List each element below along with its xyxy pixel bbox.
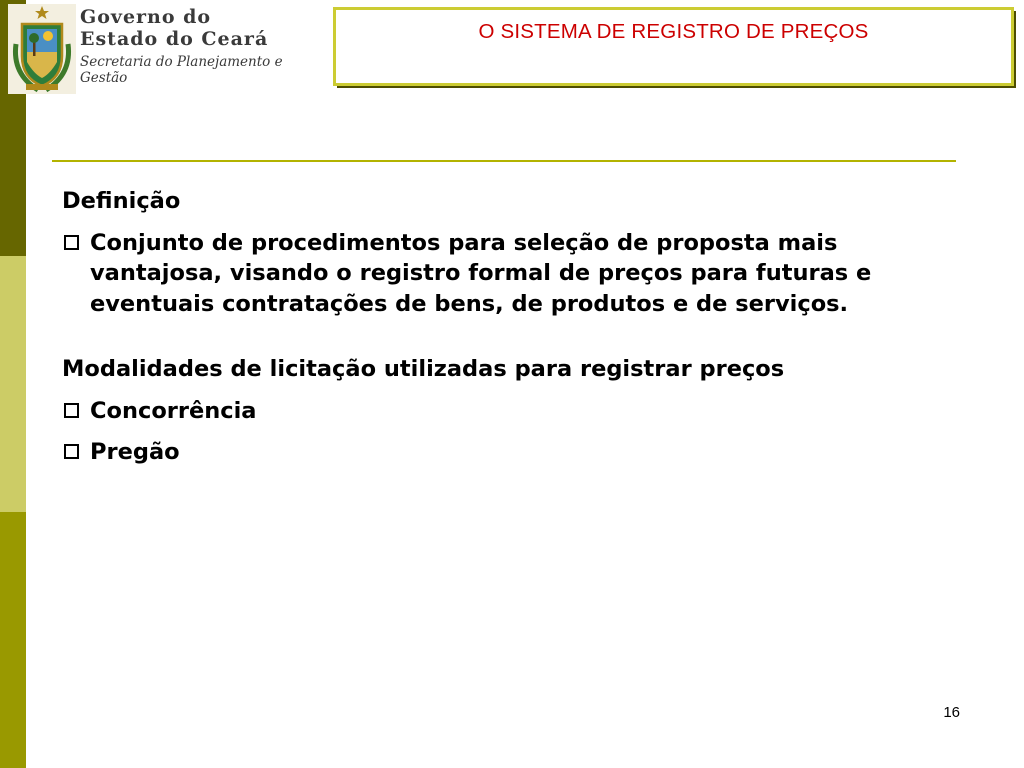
square-bullet-icon [64,235,79,250]
page-number: 16 [943,704,960,721]
list-item [62,437,962,468]
list-item-text: Conjunto de procedimentos para seleção de proposta mais vantajosa, visando o registro formal de preços para futuras e eventuais contratações de bens, de produtos e de serviços. [90,229,872,317]
logo-line-secretaria-part2: Gestão [80,70,128,86]
list-item-text: Pregão [90,439,180,465]
logo-line-governo: Governo do [80,6,212,28]
side-strip-bottom [0,512,26,768]
government-logo [8,4,328,96]
title-divider [52,160,956,162]
section-heading-modalidades: Modalidades de licitação utilizadas para registrar preços [62,356,785,382]
logo-line-secretaria-part1: Secretaria do Planejamento e [80,54,283,70]
list-item-text: Concorrência [90,397,257,424]
section-heading-definicao: Definição [62,188,181,214]
side-strip-middle [0,256,26,512]
list-item [62,396,962,427]
logo-line-secretaria [80,54,330,86]
spacer [62,319,962,354]
square-bullet-icon [64,444,79,459]
logo-line-estado: Estado do Ceará [80,28,269,50]
title-box [333,7,1014,86]
logo-text [80,6,330,86]
square-bullet-icon [64,403,79,418]
slide-title: O SISTEMA DE REGISTRO DE PREÇOS [478,20,869,43]
list-item [62,228,962,320]
slide-content [62,186,962,468]
coat-of-arms-icon [8,4,76,94]
